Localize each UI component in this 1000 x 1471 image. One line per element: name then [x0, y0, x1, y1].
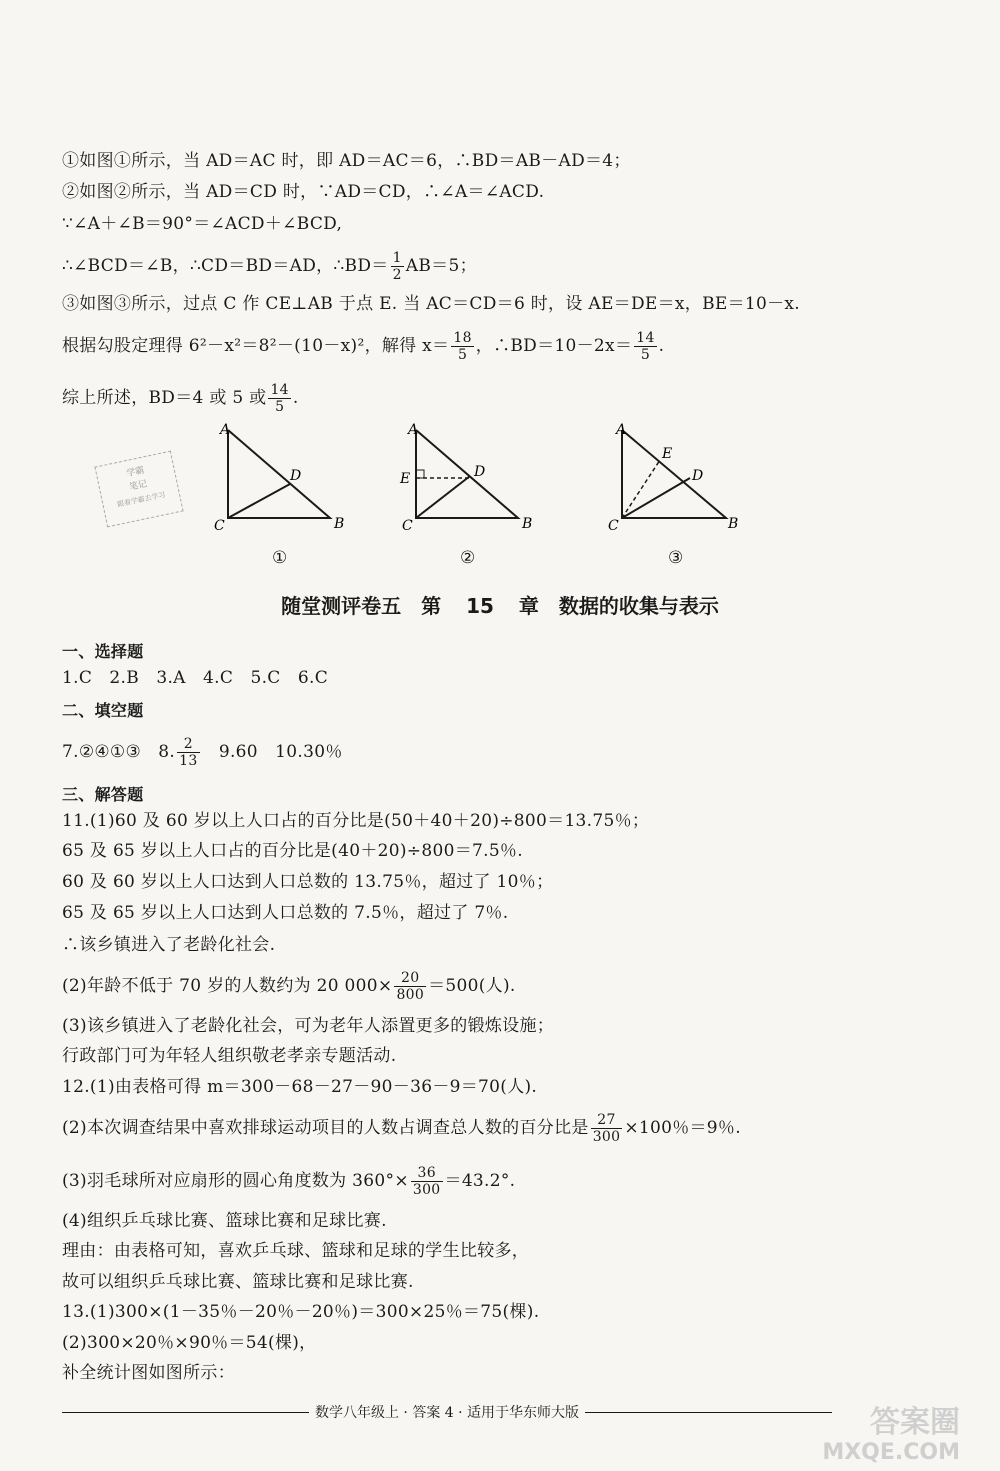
point-label-d: D: [474, 464, 486, 480]
q12-part4-line3: 故可以组织乒乓球比赛、篮球比赛和足球比赛.: [62, 1272, 414, 1292]
triangle-figure-3: [608, 420, 748, 535]
q11-line-2: 65 及 65 岁以上人口占的百分比是(40＋20)÷800＝7.5％.: [62, 841, 523, 861]
solution-line-6: 根据勾股定理得 6²－x²＝8²－(10－x)²，解得 x＝ $\frac{18}{5}$ ，∴BD＝10－2x＝ $\frac{14}{5}$ .: [62, 330, 665, 363]
triangle-figure-2: [398, 420, 538, 535]
solution-line-2: ②如图②所示，当 AD＝CD 时，∵AD＝CD，∴∠A＝∠ACD.: [62, 182, 545, 202]
q11-line-5: ∴该乡镇进入了老龄化社会.: [62, 935, 276, 955]
q11-line-4: 65 及 65 岁以上人口达到人口总数的 7.5％，超过了 7％.: [62, 903, 509, 923]
footer-text: 数学八年级上 · 答案 4 · 适用于华东师大版: [309, 1405, 585, 1421]
point-label-d: D: [692, 468, 704, 484]
q11-part2: (2)年龄不低于 70 岁的人数约为 20 000× $\frac{20}{800}$ ＝500(人).: [62, 970, 516, 1003]
q13-line-2: (2)300×20％×90％＝54(棵)，: [62, 1333, 317, 1353]
figure-label-2: ②: [460, 548, 476, 568]
q11-line-1: 11.(1)60 及 60 岁以上人口占的百分比是(50＋40＋20)÷800＝13.75％；: [62, 811, 650, 831]
q11-line-3: 60 及 60 岁以上人口达到人口总数的 13.75％，超过了 10％；: [62, 872, 554, 892]
point-label-c: C: [608, 518, 619, 534]
q13-line-3: 补全统计图如图所示：: [62, 1363, 235, 1383]
solution-line-1: ①如图①所示，当 AD＝AC 时，即 AD＝AC＝6，∴BD＝AB－AD＝4；: [62, 151, 631, 171]
point-label-a: A: [408, 422, 419, 438]
q12-part4-line2: 理由：由表格可知，喜欢乒乓球、篮球和足球的学生比较多，: [62, 1241, 530, 1261]
point-label-b: B: [728, 516, 739, 532]
q11-part3-line2: 行政部门可为年轻人组织敬老孝亲专题活动.: [62, 1046, 397, 1066]
point-label-c: C: [214, 518, 225, 534]
section-title: 随堂测评卷五 第 15 章 数据的收集与表示: [281, 594, 719, 618]
section2-heading: 二、填空题: [62, 701, 144, 720]
solution-line-5: ③如图③所示，过点 C 作 CE⊥AB 于点 E. 当 AC＝CD＝6 时，设 AE＝DE＝x，BE＝10－x.: [62, 294, 801, 314]
q12-part4-line1: (4)组织乒乓球比赛、篮球比赛和足球比赛.: [62, 1211, 387, 1231]
section3-heading: 三、解答题: [62, 785, 144, 804]
solution-summary: 综上所述，BD＝4 或 5 或 $\frac{14}{5}$ .: [62, 382, 299, 415]
triangle-figure-1: [210, 420, 350, 535]
page-footer: [62, 1402, 832, 1422]
stamp-logo: 学霸 笔记 跟着学霸去学习: [94, 451, 183, 528]
point-label-b: B: [334, 516, 345, 532]
section1-answers: 1.C 2.B 3.A 4.C 5.C 6.C: [62, 668, 329, 688]
section1-heading: 一、选择题: [62, 642, 144, 661]
solution-line-3: ∵∠A＋∠B＝90°＝∠ACD＋∠BCD,: [62, 214, 343, 234]
q12-part1: 12.(1)由表格可得 m＝300－68－27－90－36－9＝70(人).: [62, 1077, 538, 1097]
point-label-c: C: [402, 518, 413, 534]
figure-label-3: ③: [668, 548, 684, 568]
q12-part3: (3)羽毛球所对应扇形的圆心角度数为 360°× $\frac{36}{300}$ ＝43.2°.: [62, 1165, 516, 1198]
figure-label-1: ①: [272, 548, 288, 568]
solution-line-4: ∴∠BCD＝∠B，∴CD＝BD＝AD，∴BD＝ $\frac{1}{2}$ AB＝5；: [62, 250, 477, 283]
q13-line-1: 13.(1)300×(1－35％－20％－20％)＝300×25％＝75(棵).: [62, 1302, 540, 1322]
point-label-a: A: [616, 422, 627, 438]
point-label-d: D: [290, 468, 302, 484]
watermark-logo: 答案圈 MXQE.COM: [822, 1405, 960, 1465]
point-label-e: E: [400, 471, 411, 487]
q11-part3-line1: (3)该乡镇进入了老龄化社会，可为老年人添置更多的锻炼设施；: [62, 1016, 555, 1036]
point-label-b: B: [522, 516, 533, 532]
q12-part2: (2)本次调查结果中喜欢排球运动项目的人数占调查总人数的百分比是 $\frac{27}{300}$ ×100％＝9％.: [62, 1112, 741, 1145]
point-label-a: A: [220, 422, 231, 438]
section2-answers: 7.②④①③ 8. $\frac{2}{13}$ 9.60 10.30％: [62, 736, 343, 769]
point-label-e: E: [662, 446, 673, 462]
